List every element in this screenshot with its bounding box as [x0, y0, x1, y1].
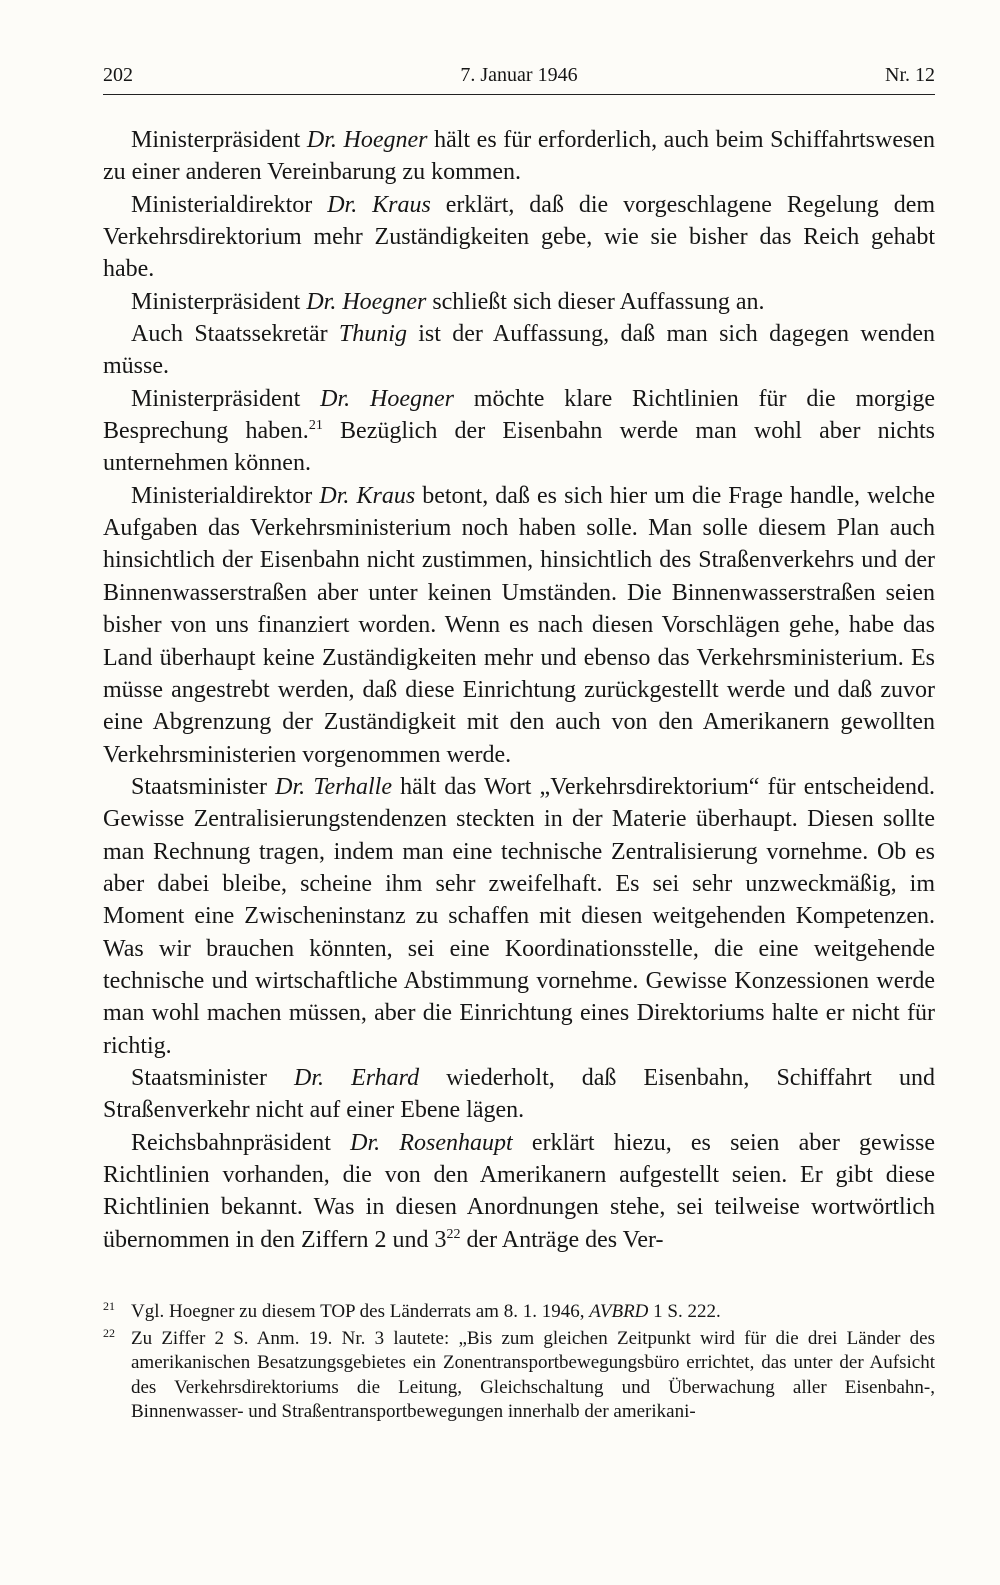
footnote: [103, 1300, 935, 1325]
paragraph: [103, 383, 935, 480]
speaker-role: Staatsminister: [131, 1064, 267, 1091]
running-header: [103, 60, 935, 90]
speaker-name: Thunig: [338, 321, 407, 348]
speaker-role: Ministerialdirektor: [131, 191, 313, 218]
paragraph: [103, 318, 935, 383]
speaker-role: Ministerpräsident: [131, 385, 301, 412]
speaker-title: Dr.: [350, 1129, 381, 1156]
speaker-title: Dr.: [306, 288, 337, 315]
paragraph: [103, 286, 935, 318]
speaker-title: Dr.: [327, 191, 358, 218]
header-issue-number: Nr. 12: [885, 64, 935, 86]
speaker-name: Hoegner: [369, 385, 454, 412]
paragraph-text: hält es für erforderlich, auch beim Schiffahrtswesen zu einer anderen Vereinbarung zu kommen.: [103, 127, 936, 186]
paragraph: [103, 771, 935, 1062]
paragraph-text: erklärt, daß die vorgeschlagene Regelung dem Verkehrsdirektorium mehr Zuständigkeiten gebe, wie sie bisher das Reich gehabt habe.: [103, 191, 936, 283]
speaker-role: Ministerpräsident: [131, 288, 301, 315]
speaker-title: Dr.: [275, 773, 306, 800]
speaker-name: Erhard: [351, 1064, 420, 1091]
footnote-text-continued: 1 S. 222.: [653, 1301, 721, 1322]
paragraph-text: ist der Auffassung, daß man sich dagegen wenden müsse.: [103, 321, 935, 380]
paragraph-text: möchte klare Richtlinien für die morgige Besprechung haben.: [103, 385, 936, 445]
paragraph: [103, 189, 935, 286]
speaker-title: Dr.: [319, 482, 350, 509]
paragraph: [103, 1062, 935, 1127]
footnote-number: 22: [103, 1325, 115, 1340]
paragraph-text: betont, daß es sich hier um die Frage handle, welche Aufgaben das Verkehrsministerium noch haben solle. Man solle diesem Plan auch hinsichtlich der Eisenbahn nicht zustimmen, hinsichtlich des Straßenverkehrs und der Binnenwasserstraßen aber unter keinen Umständen. Die Binnenwasserstraßen seien bisher von uns finanziert worden. Wenn es nach diesen Vorschlägen gehe, habe das Land überhaupt keine Zuständigkeiten mehr und ebenso das Verkehrsministerium. Es müsse angestrebt werden, daß diese Einrichtung zurückgestellt werde und daß zuvor eine Abgrenzung der Zuständigkeit mit den auch von den Amerikanern gewollten Verkehrsministerien vorgenommen werde.: [103, 482, 936, 768]
footnote-italic: AVBRD: [589, 1301, 649, 1322]
speaker-role: Staatsminister: [131, 773, 267, 800]
speaker-name: Rosenhaupt: [399, 1129, 513, 1156]
speaker-name: Hoegner: [342, 288, 427, 315]
speaker-role: Ministerialdirektor: [131, 482, 313, 509]
speaker-role: Auch Staatssekretär: [131, 321, 328, 348]
speaker-name: Kraus: [356, 482, 416, 509]
paragraph: [103, 1127, 935, 1256]
footnote-text: Vgl. Hoegner zu diesem TOP des Länderrats am 8. 1. 1946,: [131, 1301, 585, 1322]
paragraph-text: erklärt hiezu, es seien aber gewisse Richtlinien vorhanden, die von den Amerikanern aufgestellt seien. Er gibt diese Richtlinien bekannt. Was in diesen Anordnungen stehe, sei teilweise wortwörtlich übernommen in den Ziffern 2 und 3: [103, 1129, 936, 1253]
footnote-text: Zu Ziffer 2 S. Anm. 19. Nr. 3 lautete: „Bis zum gleichen Zeitpunkt wird für die drei Länder des amerikanischen Besatzungsgebietes ein Zonentransportbewegungsbüro errichtet, das unter der Aufsicht des Verkehrsdirektoriums die Leitung, Gleichschaltung und Überwachung aller Eisenbahn-, Binnenwasser- und Straßentransportbewegungen innerhalb der amerikani-: [131, 1327, 935, 1423]
footnote-reference[interactable]: 22: [446, 1226, 461, 1242]
header-rule: [103, 94, 935, 95]
speaker-name: Hoegner: [343, 127, 428, 153]
paragraph-text-continued: Bezüglich der Eisenbahn werde man wohl aber nichts unternehmen können.: [103, 418, 935, 477]
speaker-role: Reichsbahnpräsident: [131, 1129, 331, 1156]
footnote-number: 21: [103, 1299, 115, 1313]
paragraph-text: hält das Wort „Verkehrsdirektorium“ für entscheidend. Gewisse Zentralisierungstendenzen steckten in der Materie überhaupt. Diesen sollte man Rechnung tragen, indem man eine technische Zentralisierung vornehme. Ob es aber dabei bleibe, scheine ihm sehr zweifelhaft. Es sei sehr unzweckmäßig, im Moment eine Zwischeninstanz zu schaffen mit diesen weitgehenden Kompetenzen. Was wir brauchen könnten, sei eine Koordinationsstelle, die eine weitgehende technische und wirtschaftliche Abstimmung vornehme. Gewisse Konzessionen werde man wohl machen müssen, aber die Einrichtung eines Direktoriums halte er nicht für richtig.: [103, 773, 936, 1059]
speaker-role: Ministerpräsident: [131, 127, 301, 153]
footnote-reference[interactable]: 21: [308, 418, 323, 434]
footnote: [103, 1327, 935, 1425]
header-date: 7. Januar 1946: [460, 64, 578, 86]
speaker-title: Dr.: [294, 1064, 325, 1091]
paragraph: [103, 124, 935, 189]
speaker-title: Dr.: [320, 385, 351, 412]
header-page-number: 202: [103, 64, 133, 86]
paragraph: [103, 480, 935, 771]
paragraph-text: wiederholt, daß Eisenbahn, Schiffahrt und Straßenverkehr nicht auf einer Ebene lägen.: [103, 1064, 936, 1124]
speaker-title: Dr.: [306, 127, 337, 153]
footnotes: [103, 1300, 935, 1427]
paragraph-text: schließt sich dieser Auffassung an.: [432, 288, 765, 315]
speaker-name: Kraus: [372, 191, 431, 218]
speaker-name: Terhalle: [313, 773, 393, 800]
body-text: [103, 124, 935, 1256]
paragraph-text-continued: der Anträge des Ver-: [466, 1226, 664, 1253]
